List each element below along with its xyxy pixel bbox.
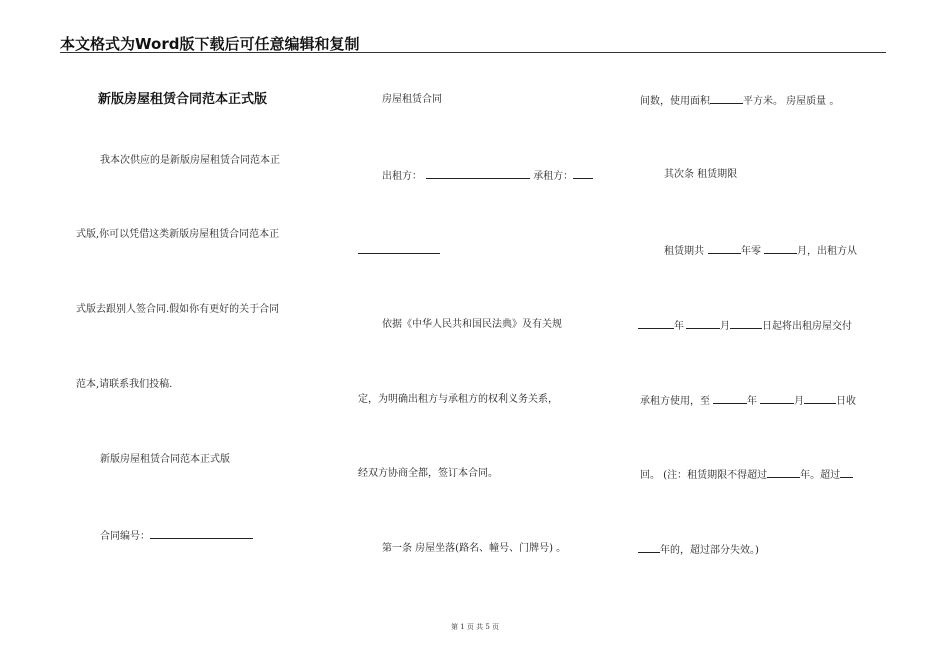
term-months-blank [764, 243, 797, 254]
term-line-2 [638, 318, 852, 334]
contract-number-label: 合同编号： [100, 531, 150, 542]
basis-line-1: 依据《中华人民共和国民法典》及有关规 [382, 319, 562, 330]
lessee-blank [573, 168, 593, 179]
column-1 [72, 0, 332, 672]
end-day-blank [804, 393, 836, 404]
term-note-line-1 [640, 467, 853, 483]
end-label: 承租方使用，至 [640, 396, 710, 407]
lessee-blank-continued [358, 243, 440, 259]
intro-line-3: 式版去跟别人签合同.假如你有更好的关于合同 [76, 304, 280, 315]
term-line-3 [640, 393, 856, 409]
term-line-1 [664, 243, 857, 259]
end-month-blank [760, 393, 794, 404]
lessor-label: 出租方： [382, 171, 422, 182]
area-unit: 平方米。 房屋质量 。 [743, 96, 840, 107]
end-day-unit: 日收 [836, 396, 856, 407]
term-excess-blank-2 [638, 542, 660, 553]
contract-heading: 房屋租赁合同 [382, 94, 442, 105]
intro-line-2: 式版,你可以凭借这类新版房屋租赁合同范本正 [76, 229, 280, 240]
start-year-blank [638, 318, 674, 329]
start-month-blank [686, 318, 720, 329]
lessor-blank [426, 168, 530, 179]
end-month-unit: 月 [794, 396, 804, 407]
article-1: 第一条 房屋坐落(路名、幢号、门牌号) 。 [382, 543, 567, 554]
article-2: 其次条 租赁期限 [664, 169, 738, 180]
start-year-unit: 年 [674, 321, 684, 332]
column-3 [638, 0, 890, 672]
term-note-line-2 [638, 542, 759, 558]
document-header: 本文格式为Word版下载后可任意编辑和复制 [60, 35, 360, 53]
column-2 [356, 0, 616, 672]
start-month-unit: 月 [720, 321, 730, 332]
start-day-unit: 日起将出租房屋交付 [762, 321, 852, 332]
area-line [640, 93, 839, 109]
parties-line [382, 168, 593, 184]
term-years-unit: 年零 [741, 246, 761, 257]
start-day-blank [730, 318, 762, 329]
intro-line-1: 我本次供应的是新版房屋租赁合同范本正 [100, 155, 280, 166]
term-limit-unit: 年。超过 [800, 470, 841, 481]
lessee-label: 承租方： [533, 171, 574, 182]
area-label: 间数，使用面积 [640, 96, 710, 107]
subtitle: 新版房屋租赁合同范本正式版 [100, 454, 230, 465]
lessee-blank-2 [358, 243, 440, 254]
end-year-blank [713, 393, 747, 404]
area-blank [710, 93, 743, 104]
document-title: 新版房屋租赁合同范本正式版 [98, 92, 268, 107]
basis-line-3: 经双方协商全都，签订本合同。 [358, 468, 498, 479]
end-year-unit: 年 [747, 396, 757, 407]
term-months-unit: 月，出租方从 [797, 246, 857, 257]
page-footer: 第 1 页 共 5 页 [450, 623, 500, 631]
term-note-end: 年的，超过部分失效。) [660, 545, 759, 556]
intro-line-4: 范本,请联系我们投稿. [76, 379, 173, 390]
contract-number-line [100, 528, 253, 544]
term-limit-blank [767, 467, 800, 478]
term-years-blank [708, 243, 741, 254]
basis-line-2: 定，为明确出租方与承租方的权利义务关系， [358, 394, 558, 405]
term-note-label: 回。 (注：租赁期限不得超过 [640, 470, 768, 481]
contract-number-blank [150, 528, 253, 539]
term-label: 租赁期共 [664, 246, 704, 257]
term-excess-blank [840, 467, 853, 478]
